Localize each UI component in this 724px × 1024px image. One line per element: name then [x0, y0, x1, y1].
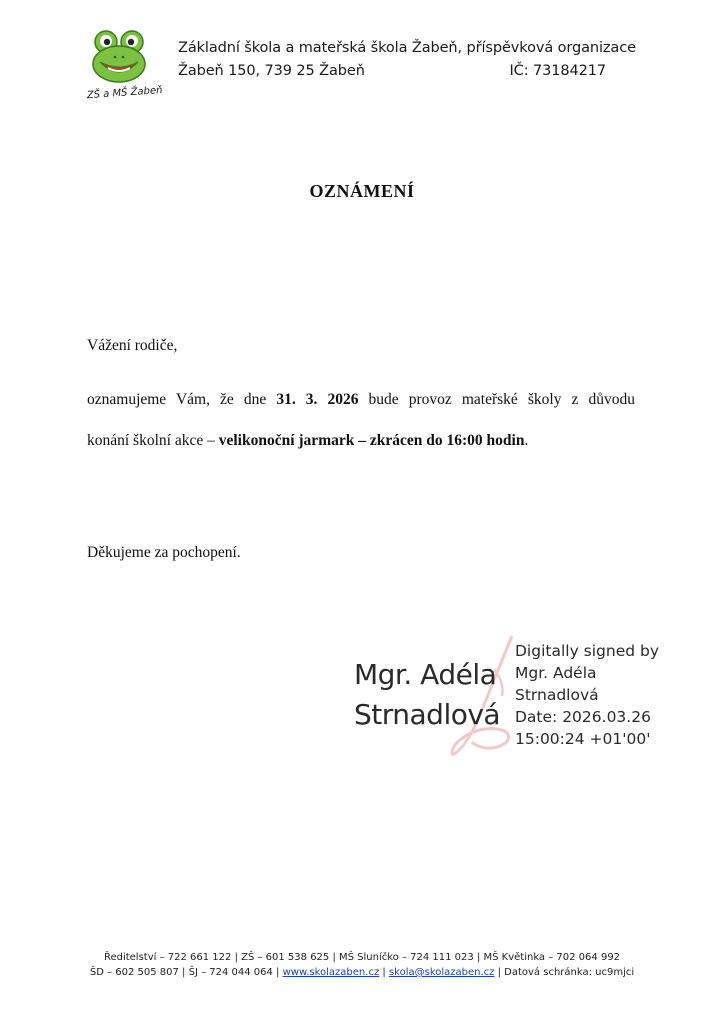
header-address-row: [178, 63, 606, 79]
signature-detail-line: Date: 2026.03.26: [515, 708, 651, 726]
announcement-line-1: [87, 391, 635, 409]
announcement-line-2: [87, 432, 528, 450]
signer-name-line-1: Mgr. Adéla: [354, 658, 497, 691]
footer-contacts-line-1: Ředitelství – 722 661 122 | ZŠ – 601 538 625 | MŠ Sluníčko – 724 111 023 | MŠ Květinka – 702 064 992: [103, 952, 621, 963]
organization-name: Základní škola a mateřská škola Žabeň, příspěvková organizace: [178, 40, 636, 56]
footer-contacts-line-2: [0, 967, 724, 978]
signature-detail-line: 15:00:24 +01'00': [515, 730, 651, 748]
footer-phones: ŠD – 602 505 807 | ŠJ – 724 044 064 |: [89, 967, 283, 978]
organization-address: Žabeň 150, 739 25 Žabeň: [178, 63, 365, 79]
event-prefix: konání školní akce –: [87, 432, 219, 449]
email-link[interactable]: skola@skolazaben.cz: [388, 967, 495, 978]
event-end: .: [524, 432, 529, 449]
svg-text:ZŠ a MŠ Žabeň: ZŠ a MŠ Žabeň: [86, 84, 163, 102]
signature-details: [515, 640, 659, 750]
closing-thanks: Děkujeme za pochopení.: [87, 544, 241, 561]
announcement-text: oznamujeme Vám, že dne: [87, 391, 277, 408]
signer-name-line-2: Strnadlová: [354, 698, 501, 731]
school-logo: [84, 24, 164, 104]
signature-detail-line: Mgr. Adéla: [515, 664, 597, 682]
event-name: velikonoční jarmark – zkrácen do 16:00 hodin: [218, 432, 525, 449]
organization-id: IČ: 73184217: [509, 63, 606, 79]
announcement-text-cont: bude provoz mateřské školy z důvodu: [358, 391, 635, 408]
signature-detail-line: Digitally signed by: [515, 642, 660, 660]
document-title: OZNÁMENÍ: [309, 181, 415, 201]
digital-signature[interactable]: [350, 636, 690, 766]
footer-separator: |: [379, 967, 389, 978]
announcement-date: 31. 3. 2026: [276, 391, 359, 408]
footer-databox: | Datová schránka: uc9mjci: [494, 967, 635, 978]
salutation: Vážení rodiče,: [87, 337, 178, 354]
website-link[interactable]: www.skolazaben.cz: [282, 967, 380, 978]
signature-detail-line: Strnadlová: [515, 686, 599, 704]
